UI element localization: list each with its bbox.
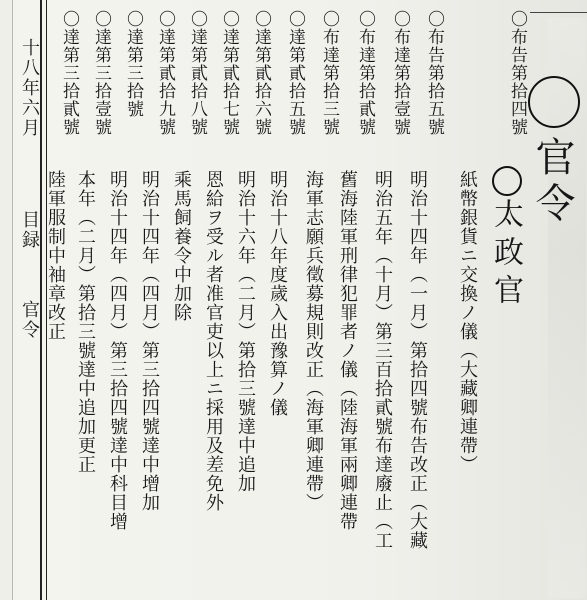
entry-text: 明治五年（十月）第三百拾貳號布達廢止（工 [372,170,393,550]
entry-text: 紙幣銀貨ニ交換ノ儀（大藏卿連帶） [457,170,478,474]
page-title: 官令 [529,136,575,228]
subheading-circle-mark [492,166,522,196]
top-rule [530,12,587,13]
entry-id: 〇達第三拾壹號 [91,10,111,136]
footer-category: 官令 [19,300,40,340]
entry-id: 〇達第貳拾五號 [285,10,305,136]
entry-id: 〇達第三拾貳號 [59,10,79,136]
entry-text: 海軍志願兵徵募規則改正（海軍卿連帶） [303,170,324,512]
entry-id: 〇達第貳拾八號 [187,10,207,136]
entry-text: 本年（二月）第拾三號達中追加更正 [75,170,96,474]
entry-text: 明治十四年（一月）第拾四號布告改正（大藏 [407,170,428,550]
entry-id: 〇布達第拾三號 [319,10,339,136]
entry-text: 明治十八年度歲入出豫算ノ儀 [267,170,288,417]
entry-id: 〇布達第拾壹號 [390,10,410,136]
entry-id: 〇達第貳拾六號 [251,10,271,136]
entry-text: 恩給ヲ受ル者准官吏以上ニ採用及差免外 [203,170,224,512]
entry-id: 〇達第三拾號 [123,10,143,118]
footer-date: 十八年六月 [19,38,40,138]
entry-id: 〇達第貳拾七號 [219,10,239,136]
subheading: 太政官 [488,198,523,312]
footer-section: 目録 [19,210,40,250]
entry-text: 明治十四年（四月）第三拾四號達中科目增 [107,170,128,531]
entry-text: 乘馬飼養令中加除 [171,170,192,322]
entry-text: 舊海陸軍刑律犯罪者ノ儀（陸海軍兩卿連帶 [337,170,358,531]
entry-id: 〇布達第拾貳號 [355,10,375,136]
heading-circle-mark [528,76,580,128]
entry-id: 〇布告第拾四號 [507,10,527,136]
entry-id: 〇達第貳拾九號 [155,10,175,136]
entry-text: 陸軍服制中袖章改正 [45,170,66,341]
entry-id: 〇布告第拾五號 [424,10,444,136]
entry-text: 明治十四年（四月）第三拾四號達中增加 [139,170,160,512]
entry-text: 明治十六年（二月）第拾三號達中追加 [235,170,256,493]
page-footer [12,10,40,590]
